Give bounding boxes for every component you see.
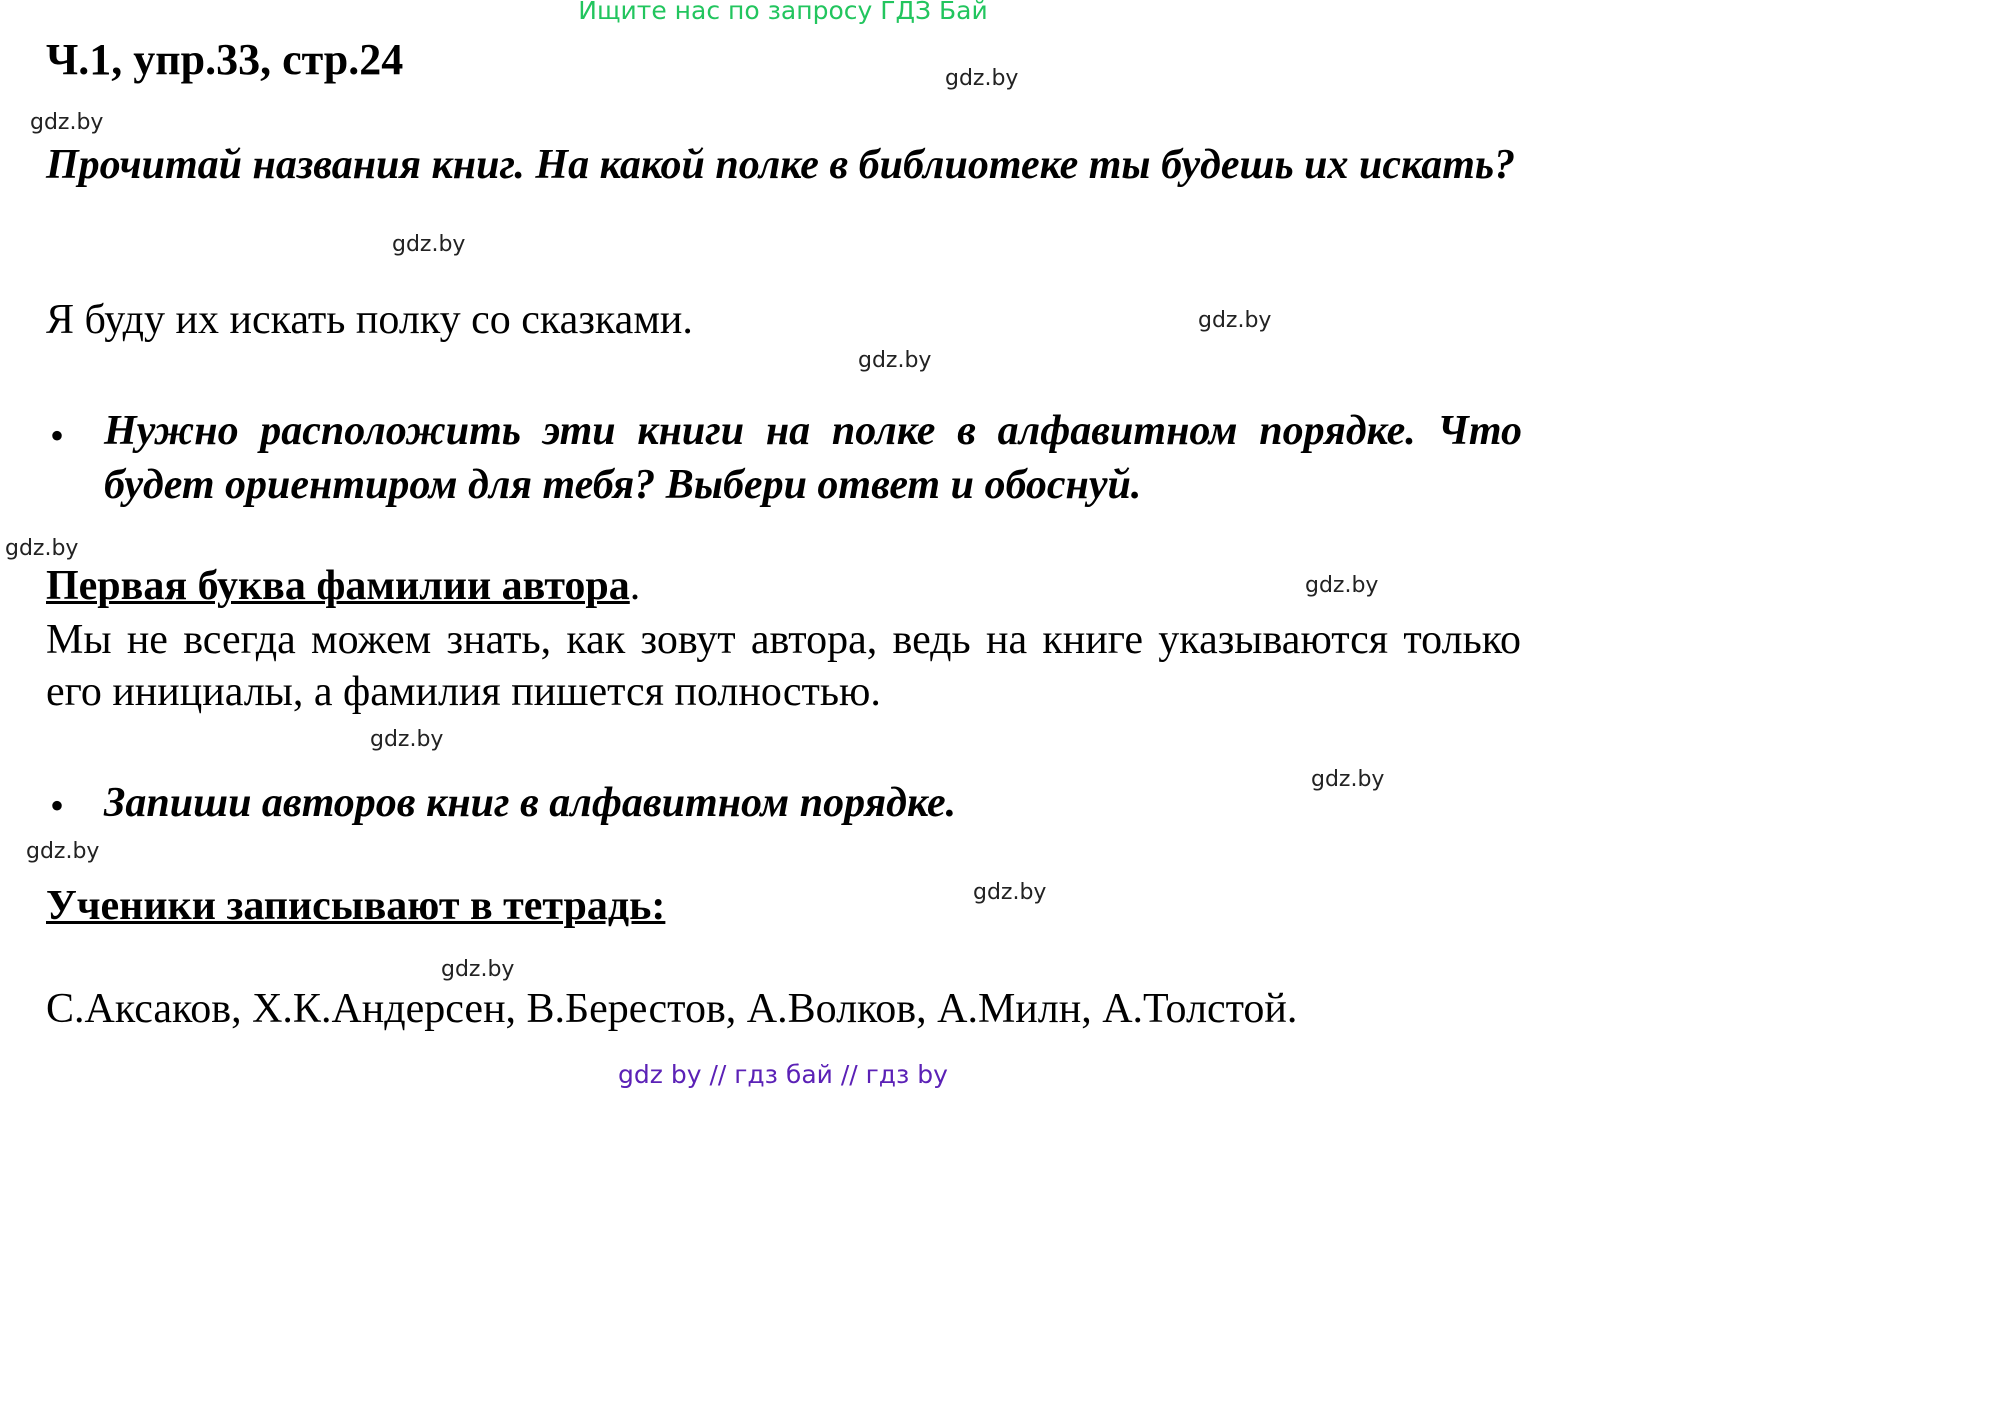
answer-2-heading-period: . bbox=[629, 563, 641, 609]
answer-1: Я буду их искать полку со сказками. bbox=[46, 297, 693, 343]
watermark: gdz.by bbox=[858, 348, 932, 373]
page-title: Ч.1, упр.33, стр.24 bbox=[46, 35, 404, 84]
watermark: gdz.by bbox=[1198, 308, 1272, 333]
task-question-1: Прочитай названия книг. На какой полке в библиотеке ты будешь их искать? bbox=[46, 142, 1516, 188]
answer-3-text: С.Аксаков, Х.К.Андерсен, В.Берестов, А.Волков, А.Милн, А.Толстой. bbox=[46, 986, 1298, 1032]
top-banner: Ищите нас по запросу ГДЗ Бай bbox=[578, 0, 988, 25]
watermark: gdz.by bbox=[26, 839, 100, 864]
watermark: gdz.by bbox=[5, 536, 79, 561]
answer-2-heading: Первая буква фамилии автора bbox=[46, 563, 630, 609]
bullet-2: • bbox=[50, 783, 65, 828]
watermark: gdz.by bbox=[392, 232, 466, 257]
watermark: gdz.by bbox=[1305, 573, 1379, 598]
watermark: gdz.by bbox=[30, 110, 104, 135]
watermark: gdz.by bbox=[441, 957, 515, 982]
bullet-1: • bbox=[50, 413, 65, 458]
answer-2-text: Мы не всегда можем знать, как зовут автора, ведь на книге указываются только его инициалы, а фамилия пишется полностью. bbox=[46, 617, 1521, 715]
bottom-banner: gdz by // гдз бай // гдз by bbox=[618, 1060, 948, 1089]
watermark: gdz.by bbox=[973, 880, 1047, 905]
answer-3-heading: Ученики записывают в тетрадь: bbox=[46, 883, 666, 929]
watermark: gdz.by bbox=[370, 727, 444, 752]
answer-2-heading-line bbox=[46, 562, 640, 610]
watermark: gdz.by bbox=[945, 66, 1019, 91]
watermark: gdz.by bbox=[1311, 767, 1385, 792]
task-question-3: Запиши авторов книг в алфавитном порядке. bbox=[104, 780, 957, 826]
task-question-2: Нужно расположить эти книги на полке в алфавитном порядке. Что будет ориентиром для тебя? Выбери ответ и обоснуй. bbox=[104, 408, 1522, 508]
